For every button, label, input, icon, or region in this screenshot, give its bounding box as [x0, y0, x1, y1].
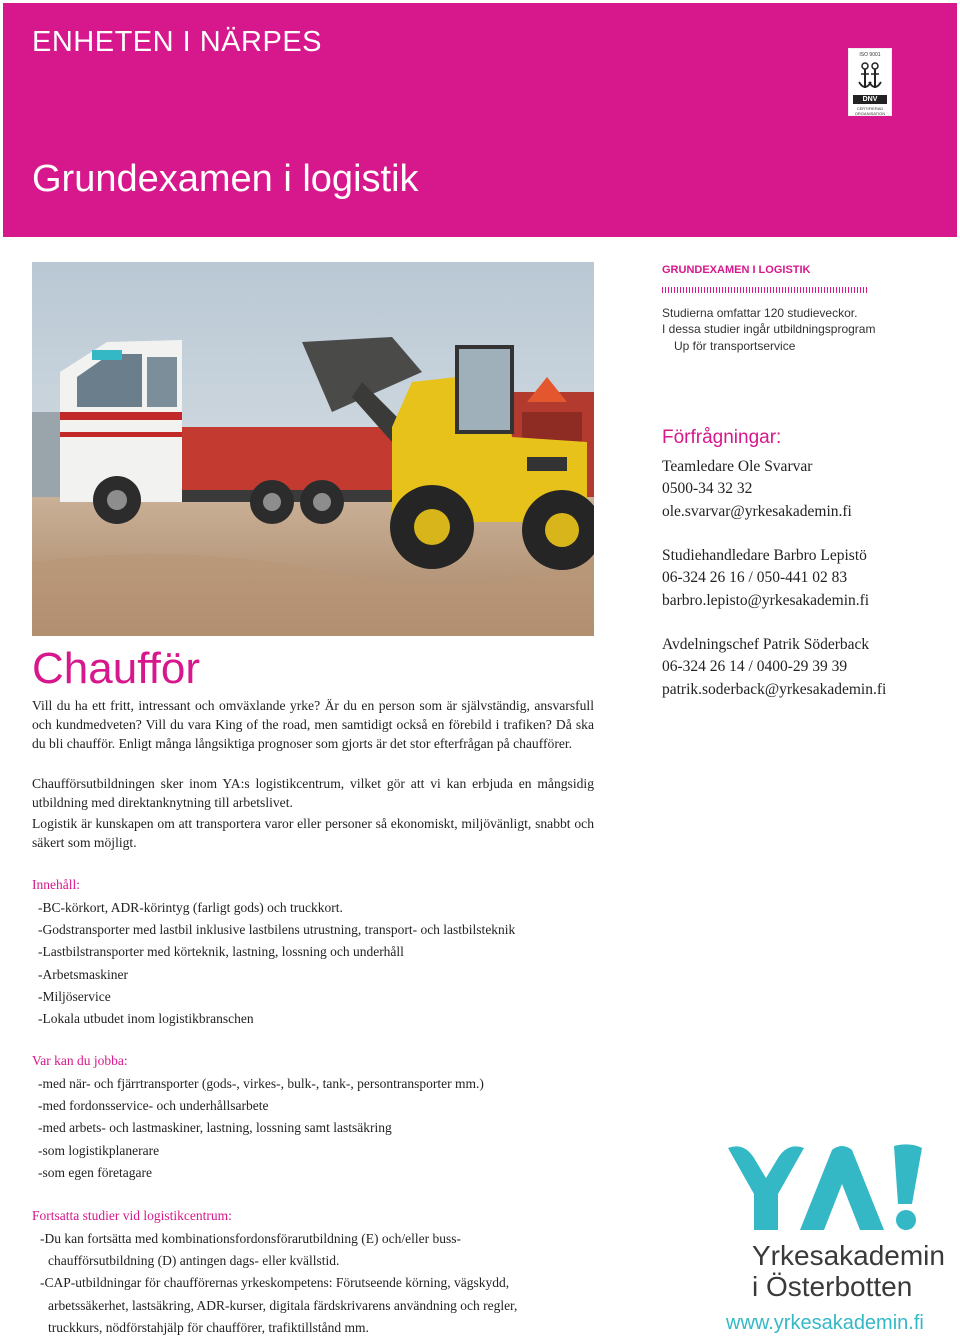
- list-item: -Miljöservice: [38, 988, 111, 1004]
- list-item: -Arbetsmaskiner: [38, 966, 128, 982]
- list-item: -Du kan fortsätta med kombinationsfordonsförarutbildning (E) och/eller buss-: [40, 1231, 462, 1246]
- certification-caption: CERTIFIERAD ORGANISATION: [854, 106, 886, 116]
- iso-certification-badge: [848, 48, 892, 116]
- list-item: -med fordonsservice- och underhållsarbete: [38, 1098, 269, 1114]
- contact-name: Studiehandledare Barbro Lepistö: [662, 547, 867, 564]
- truck-loader-photo: [32, 262, 594, 636]
- sidebar-line: Studierna omfattar 120 studieveckor.: [662, 306, 858, 320]
- contact-email[interactable]: ole.svarvar@yrkesakademin.fi: [662, 502, 852, 520]
- list-item: arbetssäkerhet, lastsäkring, ADR-kurser, digitala färdskrivarens användning och regler,: [48, 1297, 518, 1313]
- jobs-heading: Var kan du jobba:: [32, 1053, 128, 1068]
- list-item: chaufförsutbildning (D) antingen dags- eller kvällstid.: [48, 1253, 340, 1269]
- iso-label: ISO 9001: [859, 52, 881, 58]
- list-item: -Lokala utbudet inom logistikbranschen: [38, 1011, 254, 1027]
- further-heading: Fortsatta studier vid logistikcentrum:: [32, 1208, 232, 1223]
- contact-card: [662, 545, 869, 612]
- contact-phone: 0500-34 32 32: [662, 480, 753, 498]
- role-title: Chaufför: [32, 644, 200, 693]
- hatched-divider: [662, 287, 868, 293]
- contact-email[interactable]: patrik.soderback@yrkesakademin.fi: [662, 680, 887, 698]
- content-list: [38, 897, 515, 1030]
- list-item: -som logistikplanerare: [38, 1142, 160, 1158]
- list-item: -Lastbilstransporter med körteknik, lastning, lossning och underhåll: [38, 944, 404, 960]
- jobs-list: [38, 1073, 484, 1184]
- list-item: -med när- och fjärrtransporter (gods-, virkes-, bulk-, tank-, persontransporter mm.): [38, 1076, 484, 1091]
- contact-name: Teamledare Ole Svarvar: [662, 458, 813, 475]
- content-heading: Innehåll:: [32, 877, 80, 892]
- logo-text-line1: Yrkesakademin: [752, 1240, 945, 1271]
- list-item: -med arbets- och lastmaskiner, lastning, lossning samt lastsäkring: [38, 1120, 392, 1136]
- contact-card: [662, 634, 886, 701]
- sidebar-heading: GRUNDEXAMEN I LOGISTIK: [662, 264, 811, 276]
- sidebar-line: I dessa studier ingår utbildningsprogram: [662, 322, 876, 336]
- contact-card: [662, 456, 852, 523]
- logo-text-line2: i Österbotten: [752, 1271, 913, 1302]
- further-list: [40, 1228, 517, 1339]
- contact-name: Avdelningschef Patrik Söderback: [662, 636, 870, 653]
- anchor-icon: [857, 60, 883, 93]
- page-title: Grundexamen i logistik: [32, 158, 419, 200]
- intro-paragraph: Vill du ha ett fritt, intressant och omväxlande yrke? Är du en person som är självständig, ansvarsfull och kundmedveten? Vill du vara King of the road, men samtidigt också en förebild i trafiken? Då ska du bli chaufför. Enligt många långsiktiga prognoser som gjorts är det stor efterfrågan på chaufförer.: [32, 698, 594, 752]
- list-item: truckkurs, nödförstahjälp för chaufförer, trafiktillstånd mm.: [48, 1319, 369, 1335]
- list-item: -Godstransporter med lastbil inklusive lastbilens utrustning, transport- och lastbilsteknik: [38, 922, 516, 938]
- inquiries-title: Förfrågningar:: [662, 427, 782, 448]
- list-item: -som egen företagare: [38, 1164, 152, 1180]
- unit-name: ENHETEN I NÄRPES: [32, 26, 322, 58]
- contact-phone: 06-324 26 14 / 0400-29 39 39: [662, 658, 848, 676]
- dnv-label: DNV: [853, 95, 887, 104]
- sidebar-line: Up för transportservice: [674, 339, 796, 353]
- list-item: -CAP-utbildningar för chaufförernas yrkeskompetens: Förutseende körning, vägskydd,: [40, 1275, 510, 1291]
- list-item: -BC-körkort, ADR-körintyg (farligt gods) och truckkort.: [38, 900, 343, 915]
- intro-paragraph: Logistik är kunskapen om att transportera varor eller personer så ekonomiskt, miljövänligt, snabbt och säkert som möjligt.: [32, 816, 594, 851]
- contact-email[interactable]: barbro.lepisto@yrkesakademin.fi: [662, 591, 870, 609]
- intro-paragraph: Chaufförsutbildningen sker inom YA:s logistikcentrum, vilket gör att vi kan erbjuda en mångsidig utbildning med direktanknytning till arbetslivet.: [32, 776, 594, 811]
- contact-phone: 06-324 26 16 / 050-441 02 83: [662, 569, 848, 587]
- website-link[interactable]: www.yrkesakademin.fi: [726, 1312, 924, 1334]
- ya-logo: [726, 1142, 926, 1234]
